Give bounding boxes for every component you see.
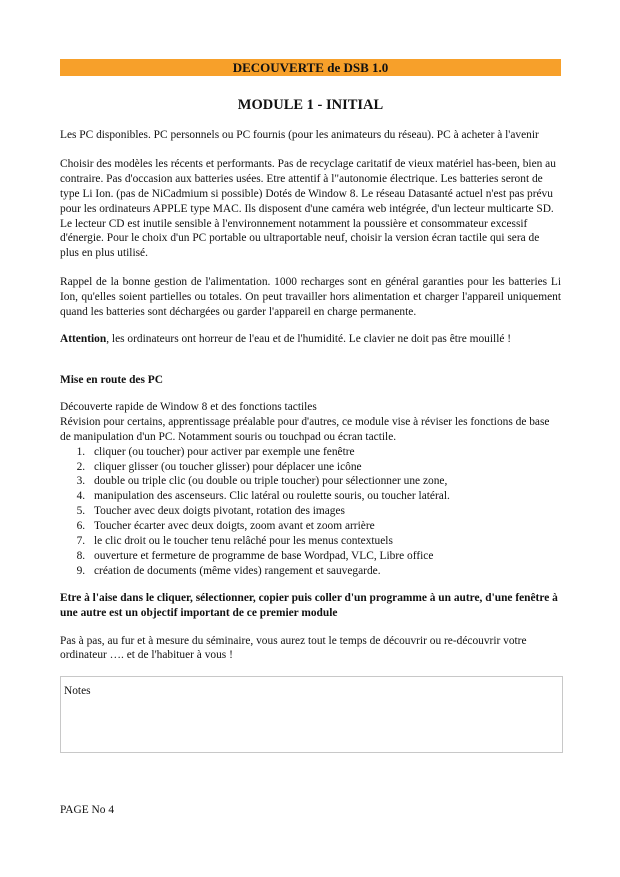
revision-paragraph: Révision pour certains, apprentissage préalable pour d'autres, ce module vise à réviser les fonctions de base de manipulation d'un PC. Notamment souris ou touchpad ou écran tactile. <box>60 415 550 443</box>
notes-label: Notes <box>64 685 91 698</box>
list-item: 7. le clic droit ou le toucher tenu relâché pour les menus contextuels <box>88 534 561 549</box>
objective-paragraph: Etre à l'aise dans le cliquer, sélectionner, copier puis coller d'un programme à un autre, d'une fenêtre à une autre est un objectif important de ce premier module <box>60 591 558 619</box>
step-by-step-paragraph: Pas à pas, au fur et à mesure du séminaire, vous aurez tout le temps de découvrir ou re-découvrir votre ordinateur …. et de l'habituer à vous ! <box>60 634 527 662</box>
attention-paragraph <box>60 332 561 347</box>
power-reminder-paragraph: Rappel de la bonne gestion de l'alimentation. 1000 recharges sont en général garanties pour les batteries Li Ion, qu'elles soient partielles ou totales. On peut travailler hors alimentation et charger l'appareil uniquement quand les batteries sont déchargées ou garder l'appareil en charge permanente. <box>60 276 561 319</box>
discovery-line: Découverte rapide de Window 8 et des fonctions tactiles <box>60 400 317 413</box>
section-title: Mise en route des PC <box>60 373 163 386</box>
title-banner: DECOUVERTE de DSB 1.0 <box>60 59 561 76</box>
list-item: 2. cliquer glisser (ou toucher glisser) pour déplacer une icône <box>88 460 561 475</box>
skills-list <box>60 445 561 579</box>
list-item: 6. Toucher écarter avec deux doigts, zoom avant et zoom arrière <box>88 519 561 534</box>
module-title: MODULE 1 - INITIAL <box>237 97 384 113</box>
choice-paragraph: Choisir des modèles les récents et performants. Pas de recyclage caritatif de vieux matériel has-been, bien au contraire. Pas d'occasion aux batteries usées. Etre attentif à l"autonomie électrique. Les batteries seront de type Li Ion. (pas de NiCadmium si possible) Dotés de Window 8. Le réseau Datasanté actuel n'est pas prévu pour les ordinateurs APPLE type MAC. Ils disposent d'une caméra web intégrée, d'un lecteur multicarte SD. Le lecteur CD est inutile sensible à l'environnement notamment la poussière et consommateur excessif d'énergie. Pour le choix d'un PC portable ou ultraportable neuf, choisir la version écran tactile qui sera de plus en plus utilisé. <box>60 157 556 260</box>
list-item: 1. cliquer (ou toucher) pour activer par exemple une fenêtre <box>88 445 561 460</box>
document-page <box>60 59 561 753</box>
list-item: 9. création de documents (même vides) rangement et sauvegarde. <box>88 564 561 579</box>
attention-label: Attention <box>60 332 107 345</box>
intro-paragraph: Les PC disponibles. PC personnels ou PC fournis (pour les animateurs du réseau). PC à acheter à l'avenir <box>60 129 539 141</box>
list-item: 3. double ou triple clic (ou double ou triple toucher) pour sélectionner une zone, <box>88 474 561 489</box>
list-item: 8. ouverture et fermeture de programme de base Wordpad, VLC, Libre office <box>88 549 561 564</box>
list-item: 5. Toucher avec deux doigts pivotant, rotation des images <box>88 504 561 519</box>
page-number: PAGE No 4 <box>60 804 115 816</box>
list-item: 4. manipulation des ascenseurs. Clic latéral ou roulette souris, ou toucher latéral. <box>88 489 561 504</box>
notes-box[interactable] <box>60 676 563 753</box>
attention-text: , les ordinateurs ont horreur de l'eau et de l'humidité. Le clavier ne doit pas être mouillé ! <box>106 332 512 345</box>
